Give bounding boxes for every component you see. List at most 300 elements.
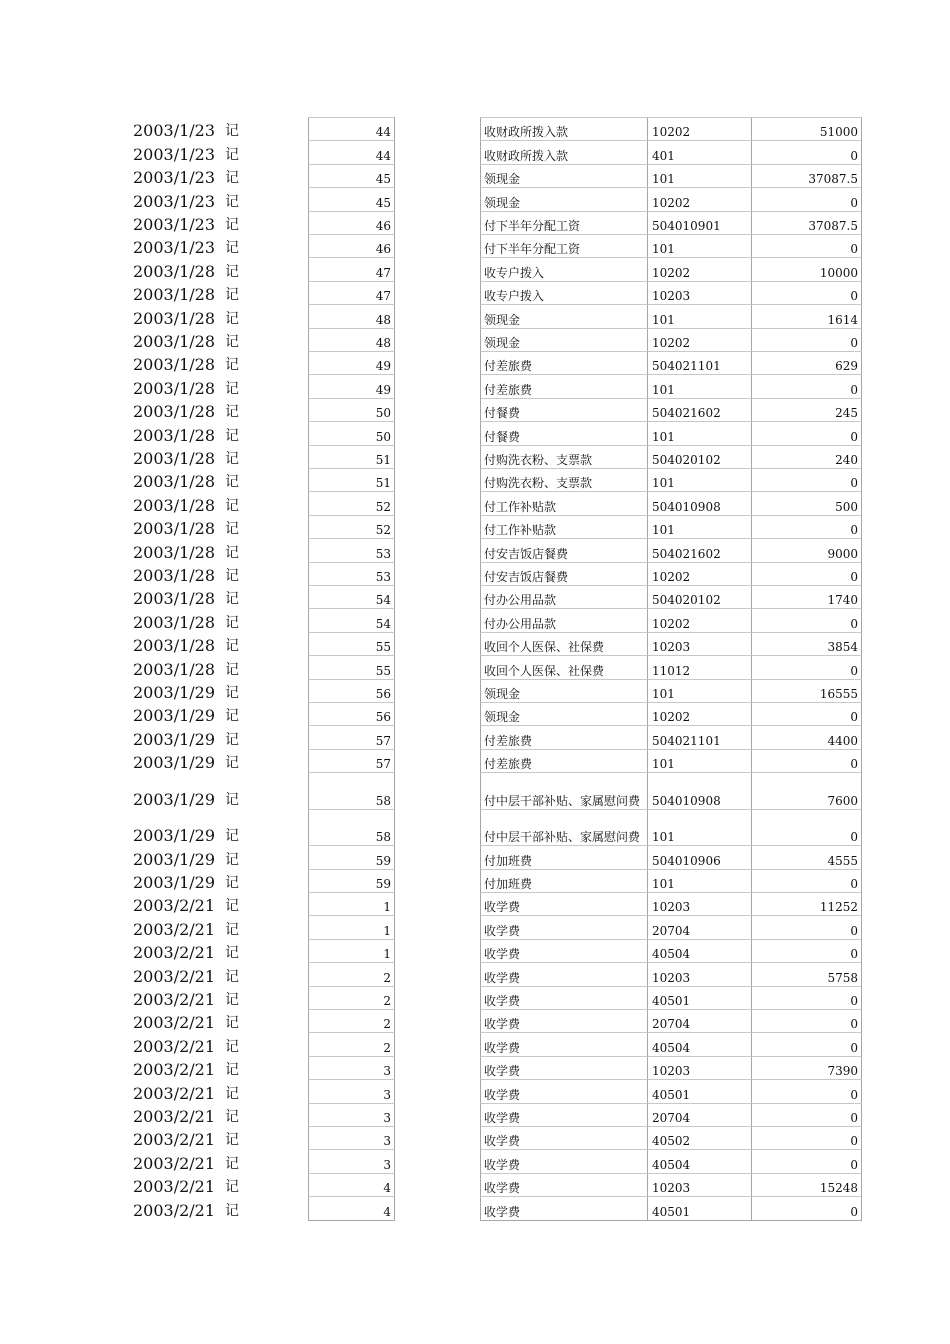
summary-cell: [480, 234, 648, 257]
voucher-number-cell: [308, 445, 395, 468]
row-voucher-type: 记: [225, 474, 239, 491]
amount-cell: [751, 1173, 862, 1196]
amount-cell: [751, 1196, 862, 1219]
row-voucher-type: 记: [225, 310, 239, 327]
voucher-number-cell: [308, 187, 395, 210]
amount: 0: [850, 1040, 858, 1055]
amount-cell: [751, 257, 862, 280]
account-code: 10202: [652, 616, 691, 631]
amount-cell: [751, 809, 862, 846]
voucher-number-cell: [308, 1032, 395, 1055]
voucher-number: 53: [375, 546, 391, 561]
row-date: 2003/2/21: [133, 896, 216, 916]
amount: 3854: [827, 640, 858, 655]
account-code-cell: [647, 679, 752, 702]
table-row: [0, 234, 950, 257]
summary-cell: [480, 702, 648, 725]
row-date: 2003/2/21: [133, 1083, 216, 1103]
row-date: 2003/2/21: [133, 1036, 216, 1056]
row-voucher-type: 记: [225, 497, 239, 514]
row-date: 2003/1/23: [133, 191, 216, 211]
voucher-number: 3: [383, 1064, 391, 1079]
voucher-number-cell: [308, 234, 395, 257]
summary-cell: [480, 809, 648, 846]
table-row: [0, 608, 950, 631]
account-code: 10202: [652, 335, 691, 350]
account-code-cell: [647, 845, 752, 868]
summary-cell: [480, 421, 648, 444]
account-code-cell: [647, 986, 752, 1009]
amount-cell: [751, 281, 862, 304]
row-voucher-type: 记: [225, 216, 239, 233]
row-voucher-type: 记: [225, 357, 239, 374]
amount-cell: [751, 725, 862, 748]
voucher-number: 57: [375, 733, 391, 748]
amount: 0: [850, 616, 858, 631]
row-voucher-type: 记: [225, 263, 239, 280]
account-code-cell: [647, 374, 752, 397]
amount: 0: [850, 242, 858, 257]
amount-cell: [751, 140, 862, 163]
account-code: 10202: [652, 569, 691, 584]
summary-text: 收学费: [484, 1110, 521, 1125]
amount: 0: [850, 148, 858, 163]
amount-cell: [751, 1056, 862, 1079]
account-code-cell: [647, 749, 752, 772]
voucher-number-cell: [308, 962, 395, 985]
amount: 0: [850, 923, 858, 938]
account-code: 10202: [652, 265, 691, 280]
amount-cell: [751, 939, 862, 962]
account-code-cell: [647, 140, 752, 163]
amount: 4555: [827, 853, 858, 868]
summary-cell: [480, 445, 648, 468]
row-voucher-type: 记: [225, 1062, 239, 1079]
row-voucher-type: 记: [225, 404, 239, 421]
summary-cell: [480, 632, 648, 655]
amount-cell: [751, 986, 862, 1009]
account-code: 504010908: [652, 793, 721, 808]
voucher-number-cell: [308, 749, 395, 772]
table-row: [0, 1173, 950, 1196]
row-voucher-type: 记: [225, 614, 239, 631]
amount-cell: [751, 187, 862, 210]
account-code: 101: [652, 686, 675, 701]
voucher-number: 4: [383, 1204, 391, 1219]
voucher-number: 59: [375, 853, 391, 868]
summary-cell: [480, 1149, 648, 1172]
amount: 0: [850, 195, 858, 210]
summary-text: 付安吉饭店餐费: [484, 546, 569, 561]
summary-text: 付差旅费: [484, 757, 533, 772]
row-date: 2003/1/28: [133, 636, 216, 656]
voucher-number: 50: [375, 429, 391, 444]
amount: 0: [850, 947, 858, 962]
amount-cell: [751, 211, 862, 234]
summary-text: 收学费: [484, 970, 521, 985]
summary-cell: [480, 398, 648, 421]
summary-text: 收学费: [484, 1017, 521, 1032]
summary-text: 收学费: [484, 923, 521, 938]
table-row: [0, 491, 950, 514]
row-date: 2003/1/28: [133, 519, 216, 539]
amount-cell: [751, 234, 862, 257]
row-voucher-type: 记: [225, 791, 239, 808]
account-code-cell: [647, 608, 752, 631]
voucher-number: 3: [383, 1157, 391, 1172]
voucher-number: 55: [375, 663, 391, 678]
voucher-number: 1: [383, 923, 391, 938]
table-row: [0, 845, 950, 868]
voucher-number: 3: [383, 1110, 391, 1125]
table-row: [0, 749, 950, 772]
summary-cell: [480, 1196, 648, 1219]
row-date: 2003/2/21: [133, 943, 216, 963]
row-voucher-type: 记: [225, 1155, 239, 1172]
summary-cell: [480, 608, 648, 631]
row-date: 2003/2/21: [133, 1153, 216, 1173]
row-date: 2003/1/28: [133, 565, 216, 585]
table-row: [0, 562, 950, 585]
voucher-number: 44: [375, 148, 391, 163]
row-voucher-type: 记: [225, 1108, 239, 1125]
row-voucher-type: 记: [225, 380, 239, 397]
summary-cell: [480, 1009, 648, 1032]
amount: 37087.5: [808, 172, 858, 187]
row-voucher-type: 记: [225, 684, 239, 701]
summary-text: 收财政所拨入款: [484, 125, 569, 140]
row-date: 2003/1/28: [133, 542, 216, 562]
amount: 629: [835, 359, 858, 374]
summary-text: 付下半年分配工资: [484, 242, 581, 257]
summary-text: 付加班费: [484, 876, 533, 891]
table-bottom-border: [480, 1220, 862, 1221]
row-voucher-type: 记: [225, 755, 239, 772]
account-code: 101: [652, 382, 675, 397]
voucher-number: 57: [375, 757, 391, 772]
account-code: 10203: [652, 900, 691, 915]
summary-cell: [480, 164, 648, 187]
account-code: 10202: [652, 125, 691, 140]
account-code: 40501: [652, 1087, 691, 1102]
account-code: 10203: [652, 1064, 691, 1079]
summary-cell: [480, 679, 648, 702]
summary-text: 付工作补贴款: [484, 499, 557, 514]
voucher-number: 54: [375, 593, 391, 608]
account-code: 101: [652, 757, 675, 772]
account-code: 101: [652, 523, 675, 538]
account-code: 504010906: [652, 853, 721, 868]
table-row: [0, 304, 950, 327]
table-bottom-border: [308, 1220, 395, 1221]
voucher-number-cell: [308, 608, 395, 631]
account-code-cell: [647, 632, 752, 655]
account-code: 20704: [652, 923, 691, 938]
summary-cell: [480, 211, 648, 234]
amount-cell: [751, 421, 862, 444]
account-code-cell: [647, 892, 752, 915]
row-voucher-type: 记: [225, 123, 239, 140]
account-code: 504021602: [652, 406, 721, 421]
voucher-number: 48: [375, 335, 391, 350]
account-code-cell: [647, 211, 752, 234]
table-row: [0, 962, 950, 985]
row-date: 2003/1/29: [133, 753, 216, 773]
summary-text: 收学费: [484, 1157, 521, 1172]
summary-text: 领现金: [484, 710, 521, 725]
account-code: 101: [652, 830, 675, 845]
account-code-cell: [647, 445, 752, 468]
voucher-number-cell: [308, 398, 395, 421]
voucher-number: 3: [383, 1087, 391, 1102]
amount-cell: [751, 538, 862, 561]
account-code-cell: [647, 772, 752, 809]
table-row: [0, 655, 950, 678]
account-code-cell: [647, 869, 752, 892]
amount: 0: [850, 382, 858, 397]
row-voucher-type: 记: [225, 567, 239, 584]
amount-cell: [751, 1126, 862, 1149]
amount: 7600: [827, 793, 858, 808]
voucher-number: 4: [383, 1181, 391, 1196]
summary-text: 收财政所拨入款: [484, 148, 569, 163]
amount: 1740: [827, 593, 858, 608]
voucher-number-cell: [308, 1173, 395, 1196]
voucher-number-cell: [308, 702, 395, 725]
amount: 7390: [827, 1064, 858, 1079]
voucher-number: 46: [375, 218, 391, 233]
row-date: 2003/1/28: [133, 472, 216, 492]
amount: 245: [835, 406, 858, 421]
summary-cell: [480, 1079, 648, 1102]
table-row: [0, 632, 950, 655]
voucher-number-cell: [308, 1009, 395, 1032]
account-code-cell: [647, 702, 752, 725]
amount: 51000: [819, 125, 858, 140]
account-code-cell: [647, 281, 752, 304]
amount: 0: [850, 1087, 858, 1102]
summary-text: 付安吉饭店餐费: [484, 569, 569, 584]
summary-text: 付差旅费: [484, 359, 533, 374]
summary-cell: [480, 491, 648, 514]
amount-cell: [751, 1149, 862, 1172]
summary-cell: [480, 845, 648, 868]
summary-cell: [480, 1126, 648, 1149]
table-row: [0, 351, 950, 374]
voucher-number: 49: [375, 359, 391, 374]
amount: 0: [850, 476, 858, 491]
amount: 10000: [819, 265, 858, 280]
voucher-number: 2: [383, 1017, 391, 1032]
voucher-number: 51: [375, 452, 391, 467]
account-code-cell: [647, 1196, 752, 1219]
voucher-number: 49: [375, 382, 391, 397]
row-voucher-type: 记: [225, 1202, 239, 1219]
account-code: 504021101: [652, 359, 721, 374]
voucher-number: 1: [383, 900, 391, 915]
account-code: 40504: [652, 1040, 691, 1055]
table-row: [0, 421, 950, 444]
row-date: 2003/1/23: [133, 168, 216, 188]
account-code-cell: [647, 962, 752, 985]
account-code: 40501: [652, 993, 691, 1008]
amount: 4400: [827, 733, 858, 748]
amount-cell: [751, 164, 862, 187]
voucher-number: 56: [375, 686, 391, 701]
voucher-number-cell: [308, 468, 395, 491]
table-row: [0, 725, 950, 748]
amount-cell: [751, 608, 862, 631]
account-code: 40504: [652, 947, 691, 962]
row-voucher-type: 记: [225, 731, 239, 748]
account-code-cell: [647, 187, 752, 210]
amount: 0: [850, 663, 858, 678]
voucher-number-cell: [308, 374, 395, 397]
row-voucher-type: 记: [225, 521, 239, 538]
table-row: [0, 257, 950, 280]
voucher-number: 2: [383, 970, 391, 985]
voucher-number-cell: [308, 211, 395, 234]
amount: 0: [850, 710, 858, 725]
account-code: 10203: [652, 289, 691, 304]
voucher-number: 3: [383, 1134, 391, 1149]
row-voucher-type: 记: [225, 708, 239, 725]
summary-cell: [480, 986, 648, 1009]
row-date: 2003/1/23: [133, 121, 216, 141]
account-code-cell: [647, 562, 752, 585]
row-date: 2003/1/28: [133, 448, 216, 468]
account-code-cell: [647, 468, 752, 491]
amount-cell: [751, 398, 862, 421]
amount: 0: [850, 1157, 858, 1172]
amount-cell: [751, 892, 862, 915]
summary-cell: [480, 257, 648, 280]
amount: 16555: [819, 686, 858, 701]
table-row: [0, 140, 950, 163]
row-voucher-type: 记: [225, 544, 239, 561]
summary-text: 收专户拨入: [484, 265, 545, 280]
amount-cell: [751, 679, 862, 702]
table-row: [0, 892, 950, 915]
table-row: [0, 1149, 950, 1172]
amount: 0: [850, 335, 858, 350]
amount: 0: [850, 429, 858, 444]
voucher-number: 52: [375, 499, 391, 514]
row-voucher-type: 记: [225, 287, 239, 304]
summary-text: 付购洗衣粉、支票款: [484, 476, 593, 491]
row-date: 2003/1/23: [133, 238, 216, 258]
voucher-number-cell: [308, 140, 395, 163]
summary-cell: [480, 869, 648, 892]
row-voucher-type: 记: [225, 1038, 239, 1055]
row-date: 2003/1/29: [133, 706, 216, 726]
table-row: [0, 679, 950, 702]
account-code: 504020102: [652, 593, 721, 608]
voucher-number-cell: [308, 772, 395, 809]
row-date: 2003/1/29: [133, 729, 216, 749]
summary-text: 收学费: [484, 993, 521, 1008]
voucher-number-cell: [308, 1056, 395, 1079]
voucher-number-cell: [308, 351, 395, 374]
account-code-cell: [647, 164, 752, 187]
voucher-number-cell: [308, 421, 395, 444]
account-code-cell: [647, 491, 752, 514]
row-date: 2003/2/21: [133, 1200, 216, 1220]
row-voucher-type: 记: [225, 333, 239, 350]
summary-cell: [480, 1173, 648, 1196]
row-date: 2003/1/28: [133, 425, 216, 445]
account-code-cell: [647, 257, 752, 280]
account-code: 504010901: [652, 218, 721, 233]
row-voucher-type: 记: [225, 945, 239, 962]
summary-cell: [480, 187, 648, 210]
account-code: 504021602: [652, 546, 721, 561]
row-date: 2003/1/28: [133, 659, 216, 679]
account-code: 40504: [652, 1157, 691, 1172]
account-code-cell: [647, 1009, 752, 1032]
summary-cell: [480, 892, 648, 915]
amount: 5758: [827, 970, 858, 985]
amount-cell: [751, 562, 862, 585]
account-code: 101: [652, 476, 675, 491]
account-code: 504020102: [652, 452, 721, 467]
voucher-number: 1: [383, 947, 391, 962]
row-date: 2003/1/28: [133, 308, 216, 328]
summary-text: 收回个人医保、社保费: [484, 640, 605, 655]
voucher-number-cell: [308, 281, 395, 304]
voucher-number-cell: [308, 491, 395, 514]
voucher-number: 56: [375, 710, 391, 725]
voucher-number-cell: [308, 562, 395, 585]
voucher-number-cell: [308, 679, 395, 702]
voucher-number-cell: [308, 117, 395, 140]
row-voucher-type: 记: [225, 240, 239, 257]
summary-text: 付餐费: [484, 429, 521, 444]
summary-text: 付购洗衣粉、支票款: [484, 452, 593, 467]
account-code-cell: [647, 421, 752, 444]
summary-text: 付工作补贴款: [484, 523, 557, 538]
summary-text: 领现金: [484, 195, 521, 210]
row-voucher-type: 记: [225, 193, 239, 210]
amount-cell: [751, 845, 862, 868]
summary-text: 付中层干部补贴、家属慰问费: [484, 830, 641, 845]
table-row: [0, 468, 950, 491]
table-row: [0, 211, 950, 234]
voucher-number: 45: [375, 172, 391, 187]
voucher-number-cell: [308, 328, 395, 351]
amount-cell: [751, 328, 862, 351]
table-row: [0, 772, 950, 809]
summary-text: 付餐费: [484, 406, 521, 421]
row-voucher-type: 记: [225, 828, 239, 845]
table-row: [0, 187, 950, 210]
summary-cell: [480, 1032, 648, 1055]
row-date: 2003/1/28: [133, 402, 216, 422]
summary-cell: [480, 1103, 648, 1126]
amount: 240: [835, 452, 858, 467]
account-code: 40502: [652, 1134, 691, 1149]
account-code: 401: [652, 148, 675, 163]
account-code: 504010908: [652, 499, 721, 514]
summary-text: 收学费: [484, 1040, 521, 1055]
amount-cell: [751, 655, 862, 678]
amount-cell: [751, 351, 862, 374]
summary-cell: [480, 915, 648, 938]
account-code-cell: [647, 351, 752, 374]
summary-cell: [480, 351, 648, 374]
amount: 0: [850, 876, 858, 891]
table-row: [0, 515, 950, 538]
